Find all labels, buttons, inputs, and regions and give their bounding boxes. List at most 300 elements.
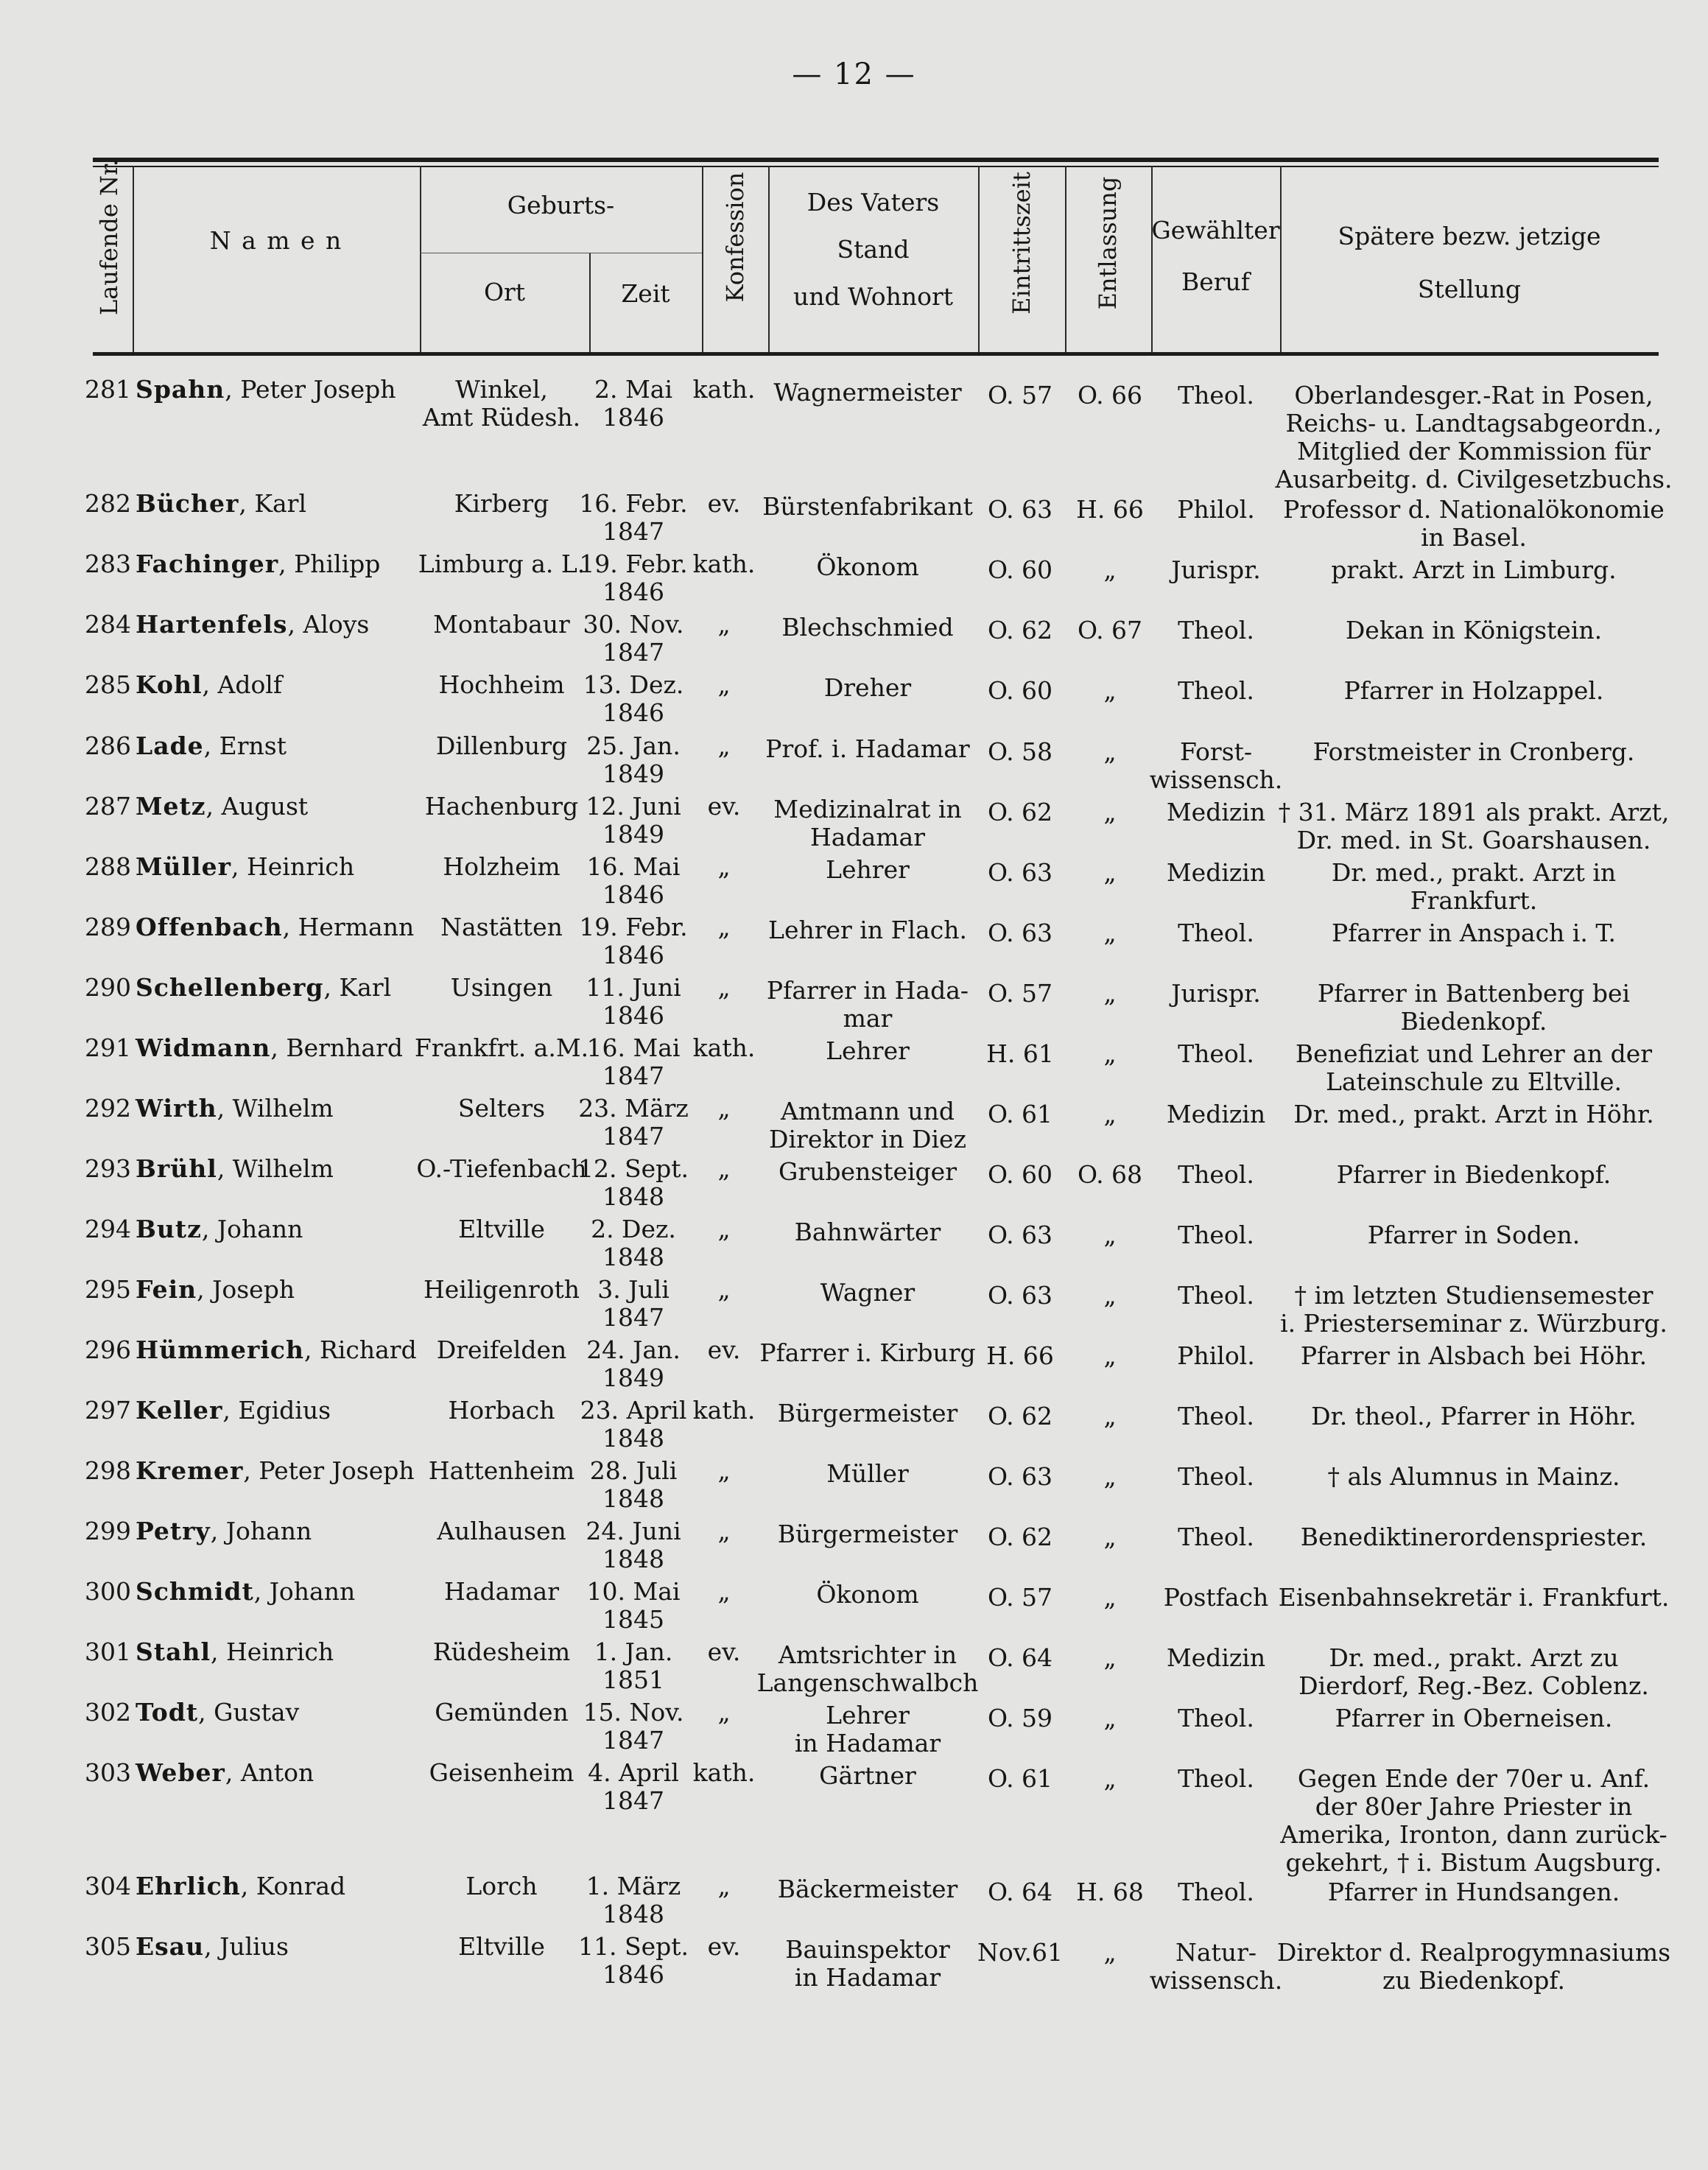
- confession: „: [717, 1275, 731, 1304]
- birth-place: [410, 913, 594, 941]
- leaving-date: „: [1103, 1643, 1117, 1672]
- birth-place-line: Hachenburg: [424, 792, 579, 821]
- later-position: [1257, 1523, 1691, 1551]
- birth-place-line: Geisenheim: [429, 1758, 574, 1787]
- later-position-line: Reichs- u. Landtagsabgeordn.,: [1285, 409, 1662, 438]
- birth-place: [410, 732, 594, 760]
- father-occupation-line: Müller: [826, 1459, 909, 1488]
- leaving-date: „: [1103, 1402, 1117, 1430]
- entry-date: O. 64: [987, 1878, 1053, 1906]
- birth-place: [410, 611, 594, 639]
- birth-date: [574, 1457, 692, 1513]
- person-name: [136, 1155, 415, 1183]
- father-occupation-line: Bauinspektor: [785, 1935, 950, 1964]
- later-position-line: † als Alumnus in Mainz.: [1327, 1462, 1620, 1491]
- chosen-profession-line: Theol.: [1178, 1462, 1254, 1491]
- birth-date-line: 13. Dez.: [583, 670, 684, 699]
- birth-place-line: Hochheim: [438, 670, 565, 699]
- birth-date-line: 1849: [602, 820, 664, 849]
- person-name: [136, 1034, 415, 1062]
- birth-date: [574, 1095, 692, 1151]
- chosen-profession-line: Philol.: [1177, 1341, 1255, 1370]
- surname: Offenbach: [136, 913, 283, 941]
- later-position-line: Direktor d. Realprogymnasiums: [1276, 1938, 1671, 1967]
- chosen-profession-line: Theol.: [1178, 919, 1254, 947]
- later-position: [1257, 919, 1691, 947]
- birth-place-line: Eltville: [458, 1215, 545, 1243]
- entry-date: O. 62: [987, 798, 1053, 826]
- surname: Fachinger: [136, 549, 279, 578]
- birth-date-line: 1846: [602, 1001, 664, 1030]
- later-position-line: Pfarrer in Battenberg bei: [1317, 979, 1631, 1008]
- surname: Fein: [136, 1275, 197, 1304]
- later-position: [1257, 738, 1691, 766]
- entry-date: O. 59: [987, 1704, 1053, 1732]
- birth-date-line: 3. Juli: [597, 1275, 670, 1304]
- chosen-profession-line: Theol.: [1178, 676, 1254, 705]
- father-occupation-line: Pfarrer i. Kirburg: [759, 1338, 976, 1367]
- confession: „: [717, 610, 731, 639]
- birth-date-line: 1848: [602, 1900, 664, 1928]
- person-name: [136, 1933, 415, 1961]
- later-position: [1257, 1100, 1691, 1128]
- birth-date-line: 23. April: [580, 1396, 687, 1425]
- birth-date-line: 1846: [602, 403, 664, 432]
- birth-date-line: 28. Juli: [589, 1456, 678, 1485]
- chosen-profession-line: wissensch.: [1149, 765, 1283, 794]
- leaving-date: „: [1103, 1039, 1117, 1068]
- person-name: [136, 732, 415, 760]
- birth-place: [410, 793, 594, 821]
- later-position-line: Benediktinerordenspriester.: [1300, 1523, 1648, 1551]
- later-position: [1257, 1463, 1691, 1491]
- given-name: Johann: [217, 1215, 303, 1243]
- name-separator: ,: [210, 1517, 226, 1545]
- entry-date: O. 57: [987, 979, 1053, 1008]
- given-name: Richard: [320, 1335, 417, 1364]
- birth-place: [410, 376, 594, 432]
- name-separator: ,: [304, 1335, 320, 1364]
- name-separator: ,: [201, 1215, 217, 1243]
- given-name: Aloys: [303, 610, 370, 639]
- later-position-line: Forstmeister in Cronberg.: [1312, 737, 1635, 766]
- later-position-line: prakt. Arzt in Limburg.: [1331, 555, 1617, 584]
- birth-place-line: Horbach: [448, 1396, 555, 1425]
- chosen-profession-line: Jurispr.: [1171, 979, 1261, 1008]
- confession: „: [717, 1517, 731, 1545]
- entry-date: O. 57: [987, 381, 1053, 410]
- later-position: [1257, 1878, 1691, 1906]
- chosen-profession-line: Theol.: [1178, 1402, 1254, 1430]
- chosen-profession-line: wissensch.: [1149, 1966, 1283, 1995]
- birth-date-line: 1845: [602, 1605, 664, 1634]
- later-position-line: Pfarrer in Soden.: [1367, 1221, 1581, 1249]
- person-name: [136, 611, 415, 639]
- leaving-date: „: [1103, 1583, 1117, 1612]
- surname: Spahn: [136, 375, 225, 404]
- birth-date: [574, 1397, 692, 1453]
- entry-date: O. 63: [987, 1221, 1053, 1249]
- father-occupation-line: Wagner: [820, 1278, 915, 1307]
- birth-date: [574, 1933, 692, 1989]
- header-divider: [978, 166, 980, 352]
- entry-date: O. 63: [987, 1281, 1053, 1310]
- surname: Widmann: [136, 1033, 271, 1062]
- chosen-profession-line: Medizin: [1166, 1643, 1266, 1672]
- confession: „: [717, 1456, 731, 1485]
- father-occupation-line: Bürgermeister: [777, 1520, 958, 1548]
- name-separator: ,: [239, 489, 255, 518]
- surname: Todt: [136, 1698, 199, 1727]
- header-vater-2: Stand: [837, 235, 910, 264]
- birth-date-line: 11. Sept.: [578, 1932, 689, 1961]
- person-name: [136, 793, 415, 821]
- birth-date: [574, 1638, 692, 1694]
- birth-date-line: 1848: [602, 1243, 664, 1271]
- birth-place: [410, 1215, 594, 1243]
- entry-date: Nov.61: [977, 1938, 1063, 1967]
- leaving-date: „: [1103, 858, 1117, 887]
- chosen-profession-line: Forst-: [1179, 737, 1253, 766]
- birth-date: [574, 1155, 692, 1211]
- row-number: 300: [85, 1577, 131, 1606]
- father-occupation-line: Ökonom: [816, 1580, 919, 1609]
- name-separator: ,: [211, 1637, 226, 1666]
- birth-place: [410, 1759, 594, 1787]
- given-name: Wilhelm: [232, 1094, 334, 1123]
- person-name: [136, 913, 415, 941]
- later-position-line: Dekan in Königstein.: [1345, 616, 1603, 645]
- header-divider: [1151, 166, 1153, 352]
- birth-place-line: Rüdesheim: [432, 1637, 571, 1666]
- father-occupation-line: Hadamar: [810, 823, 925, 852]
- given-name: Joseph: [212, 1275, 295, 1304]
- given-name: August: [221, 792, 309, 821]
- given-name: Wilhelm: [232, 1154, 334, 1183]
- surname: Hartenfels: [136, 610, 288, 639]
- birth-date: [574, 671, 692, 727]
- later-position-line: Oberlandesger.-Rat in Posen,: [1294, 381, 1653, 410]
- later-position-line: Pfarrer in Alsbach bei Höhr.: [1300, 1341, 1648, 1370]
- birth-date: [574, 732, 692, 788]
- entry-date: O. 60: [987, 676, 1053, 705]
- person-name: [136, 1276, 415, 1304]
- page-number: — 12 —: [792, 57, 916, 91]
- birth-place: [410, 1699, 594, 1727]
- birth-place: [410, 1397, 594, 1425]
- chosen-profession-line: Theol.: [1178, 1878, 1254, 1906]
- row-number: 284: [85, 610, 131, 639]
- birth-date: [574, 1336, 692, 1392]
- chosen-profession-line: Theol.: [1178, 1523, 1254, 1551]
- entry-date: O. 60: [987, 555, 1053, 584]
- entry-date: O. 57: [987, 1583, 1053, 1612]
- chosen-profession-line: Philol.: [1177, 495, 1255, 524]
- birth-date-line: 1846: [602, 880, 664, 909]
- name-separator: ,: [203, 731, 219, 760]
- given-name: Julius: [219, 1932, 289, 1961]
- birth-place-line: Dillenburg: [435, 731, 568, 760]
- birth-place: [410, 1872, 594, 1900]
- row-number: 294: [85, 1215, 131, 1243]
- header-ort: Ort: [483, 278, 526, 306]
- surname: Keller: [136, 1396, 223, 1425]
- father-occupation-line: mar: [843, 1004, 893, 1033]
- father-occupation-line: Lehrer: [826, 1036, 910, 1065]
- father-occupation-line: Direktor in Diez: [769, 1125, 966, 1154]
- birth-date-line: 1847: [602, 1726, 664, 1755]
- header-geburts: Geburts-: [507, 191, 615, 220]
- row-number: 281: [85, 375, 131, 404]
- confession: „: [717, 1872, 731, 1900]
- birth-place: [410, 671, 594, 699]
- birth-date: [574, 1759, 692, 1815]
- father-occupation-line: Langenschwalbch: [756, 1668, 979, 1697]
- father-occupation-line: Lehrer: [826, 1701, 910, 1730]
- later-position-line: Dr. med., prakt. Arzt zu: [1329, 1643, 1619, 1672]
- birth-date-line: 1847: [602, 1303, 664, 1332]
- birth-place: [410, 1095, 594, 1123]
- birth-date-line: 1847: [602, 1122, 664, 1151]
- later-position: [1257, 1282, 1691, 1338]
- header-konfession: Konfession: [721, 172, 749, 303]
- entry-date: O. 63: [987, 858, 1053, 887]
- later-position-line: Mitglied der Kommission für: [1297, 437, 1651, 466]
- given-name: Konrad: [256, 1872, 346, 1900]
- birth-place: [410, 1276, 594, 1304]
- father-occupation-line: Lehrer: [826, 855, 910, 884]
- birth-date-line: 1848: [602, 1545, 664, 1573]
- chosen-profession-line: Theol.: [1178, 1704, 1254, 1732]
- later-position: [1257, 1765, 1691, 1877]
- confession: „: [717, 1577, 731, 1606]
- surname: Schellenberg: [136, 973, 324, 1002]
- birth-place-line: Kirberg: [454, 489, 549, 518]
- person-name: [136, 671, 415, 699]
- surname: Hümmerich: [136, 1335, 305, 1364]
- person-name: [136, 1397, 415, 1425]
- later-position-line: Pfarrer in Oberneisen.: [1335, 1704, 1613, 1732]
- name-separator: ,: [222, 1396, 239, 1425]
- birth-place: [410, 1155, 594, 1183]
- surname: Lade: [136, 731, 204, 760]
- person-name: [136, 1872, 415, 1900]
- entry-date: O. 62: [987, 1402, 1053, 1430]
- surname: Esau: [136, 1932, 205, 1961]
- birth-date-line: 16. Mai: [586, 1033, 681, 1062]
- row-number: 298: [85, 1456, 131, 1485]
- header-stellung-2: Stellung: [1417, 275, 1522, 303]
- birth-place-line: Gemünden: [435, 1698, 569, 1727]
- row-number: 285: [85, 670, 131, 699]
- leaving-date: O. 68: [1077, 1160, 1143, 1189]
- later-position-line: Dr. theol., Pfarrer in Höhr.: [1311, 1402, 1637, 1430]
- later-position-line: Benefiziat und Lehrer an der: [1295, 1039, 1653, 1068]
- birth-date-line: 1849: [602, 759, 664, 788]
- name-separator: ,: [240, 1872, 256, 1900]
- surname: Ehrlich: [136, 1872, 241, 1900]
- birth-place: [410, 1933, 594, 1961]
- later-position: [1257, 859, 1691, 915]
- leaving-date: H. 68: [1076, 1878, 1144, 1906]
- surname: Butz: [136, 1215, 202, 1243]
- birth-date-line: 30. Nov.: [583, 610, 684, 639]
- birth-date-line: 1846: [602, 577, 664, 606]
- birth-place-line: Selters: [457, 1094, 546, 1123]
- entry-date: O. 61: [987, 1100, 1053, 1128]
- given-name: Karl: [254, 489, 307, 518]
- entry-date: H. 66: [986, 1341, 1054, 1370]
- name-separator: ,: [225, 1758, 241, 1787]
- birth-date-line: 1851: [602, 1665, 664, 1694]
- row-number: 305: [85, 1932, 131, 1961]
- row-number: 296: [85, 1335, 131, 1364]
- chosen-profession-line: Medizin: [1166, 858, 1266, 887]
- name-separator: ,: [323, 973, 340, 1002]
- leaving-date: „: [1103, 1523, 1117, 1551]
- person-name: [136, 1578, 415, 1606]
- leaving-date: O. 66: [1077, 381, 1143, 410]
- given-name: Johann: [269, 1577, 356, 1606]
- header-stellung-1: Spätere bezw. jetzige: [1338, 222, 1601, 250]
- confession: ev.: [707, 792, 741, 821]
- birth-date-line: 25. Jan.: [586, 731, 681, 760]
- person-name: [136, 853, 415, 881]
- person-name: [136, 490, 415, 518]
- later-position-line: gekehrt, † i. Bistum Augsburg.: [1285, 1848, 1662, 1877]
- birth-place: [410, 974, 594, 1002]
- header-nr: Laufende Nr.: [95, 159, 123, 315]
- surname: Bücher: [136, 489, 239, 518]
- birth-place-line: Montabaur: [433, 610, 570, 639]
- father-occupation-line: Gärtner: [819, 1761, 916, 1790]
- surname: Weber: [136, 1758, 225, 1787]
- later-position: [1257, 1040, 1691, 1096]
- father-occupation-line: Wagnermeister: [773, 378, 962, 407]
- later-position-line: Pfarrer in Biedenkopf.: [1336, 1160, 1612, 1189]
- given-name: Gustav: [214, 1698, 300, 1727]
- confession: „: [717, 852, 731, 881]
- later-position: [1257, 1221, 1691, 1249]
- row-number: 287: [85, 792, 131, 821]
- row-number: 295: [85, 1275, 131, 1304]
- entry-date: O. 62: [987, 1523, 1053, 1551]
- birth-place: [410, 1457, 594, 1485]
- header-namen: N a m e n: [209, 226, 343, 255]
- name-separator: ,: [243, 1456, 259, 1485]
- birth-date-line: 2. Mai: [594, 375, 672, 404]
- chosen-profession-line: Theol.: [1178, 381, 1254, 410]
- row-number: 303: [85, 1758, 131, 1787]
- row-number: 283: [85, 549, 131, 578]
- surname: Petry: [136, 1517, 211, 1545]
- birth-date-line: 24. Juni: [586, 1517, 681, 1545]
- surname: Wirth: [136, 1094, 217, 1123]
- later-position-line: i. Priesterseminar z. Würzburg.: [1280, 1309, 1667, 1338]
- father-occupation-line: Dreher: [823, 673, 912, 702]
- row-number: 297: [85, 1396, 131, 1425]
- surname: Brühl: [136, 1154, 217, 1183]
- row-number: 282: [85, 489, 131, 518]
- entry-date: O. 63: [987, 919, 1053, 947]
- birth-place: [410, 1517, 594, 1545]
- name-separator: ,: [202, 670, 218, 699]
- leaving-date: H. 66: [1076, 495, 1144, 524]
- later-position-line: † 31. März 1891 als prakt. Arzt,: [1278, 798, 1670, 826]
- entry-date: O. 60: [987, 1160, 1053, 1189]
- header-zeit: Zeit: [621, 279, 670, 308]
- given-name: Ernst: [219, 731, 287, 760]
- birth-date-line: 1847: [602, 517, 664, 546]
- row-number: 288: [85, 852, 131, 881]
- given-name: Karl: [339, 973, 392, 1002]
- chosen-profession-line: Medizin: [1166, 798, 1266, 826]
- birth-date-line: 1847: [602, 1786, 664, 1815]
- entry-date: O. 62: [987, 616, 1053, 645]
- entry-date: O. 63: [987, 495, 1053, 524]
- birth-place-line: Holzheim: [443, 852, 560, 881]
- given-name: Egidius: [238, 1396, 331, 1425]
- name-separator: ,: [197, 1275, 213, 1304]
- leaving-date: „: [1103, 798, 1117, 826]
- confession: „: [717, 1154, 731, 1183]
- birth-date: [574, 974, 692, 1030]
- header-beruf-1: Gewählter: [1151, 216, 1280, 245]
- given-name: Bernhard: [286, 1033, 404, 1062]
- entry-date: O. 61: [987, 1764, 1053, 1793]
- birth-place-line: Nastätten: [440, 913, 563, 941]
- birth-date-line: 1848: [602, 1424, 664, 1453]
- father-occupation-line: Bäckermeister: [777, 1875, 958, 1903]
- chosen-profession-line: Theol.: [1178, 1160, 1254, 1189]
- birth-place: [410, 1578, 594, 1606]
- row-number: 304: [85, 1872, 131, 1900]
- later-position-line: Pfarrer in Anspach i. T.: [1332, 919, 1616, 947]
- birth-date-line: 16. Febr.: [579, 489, 688, 518]
- birth-date-line: 1849: [602, 1363, 664, 1392]
- confession: kath.: [692, 1758, 756, 1787]
- birth-date: [574, 1034, 692, 1090]
- birth-date: [574, 1215, 692, 1271]
- birth-date: [574, 1578, 692, 1634]
- chosen-profession-line: Theol.: [1178, 1221, 1254, 1249]
- header-entlassung: Entlassung: [1094, 176, 1122, 310]
- leaving-date: „: [1103, 1221, 1117, 1249]
- birth-place: [410, 1034, 594, 1062]
- leaving-date: „: [1103, 555, 1117, 584]
- chosen-profession-line: Postfach: [1163, 1583, 1269, 1612]
- birth-date-line: 23. März: [578, 1094, 689, 1123]
- header-eintrittszeit: Eintrittszeit: [1008, 172, 1036, 315]
- leaving-date: „: [1103, 1281, 1117, 1310]
- leaving-date: „: [1103, 1341, 1117, 1370]
- confession: „: [717, 1215, 731, 1243]
- birth-date-line: 1848: [602, 1182, 664, 1211]
- birth-place: [410, 853, 594, 881]
- later-position: [1257, 617, 1691, 645]
- leaving-date: „: [1103, 737, 1117, 766]
- header-vater-1: Des Vaters: [806, 188, 940, 217]
- father-occupation-line: in Hadamar: [794, 1729, 941, 1758]
- chosen-profession-line: Medizin: [1166, 1100, 1266, 1128]
- row-number: 293: [85, 1154, 131, 1183]
- chosen-profession-line: Theol.: [1178, 1764, 1254, 1793]
- row-number: 299: [85, 1517, 131, 1545]
- surname: Kremer: [136, 1456, 244, 1485]
- surname: Stahl: [136, 1637, 211, 1666]
- confession: „: [717, 731, 731, 760]
- name-separator: ,: [287, 610, 303, 639]
